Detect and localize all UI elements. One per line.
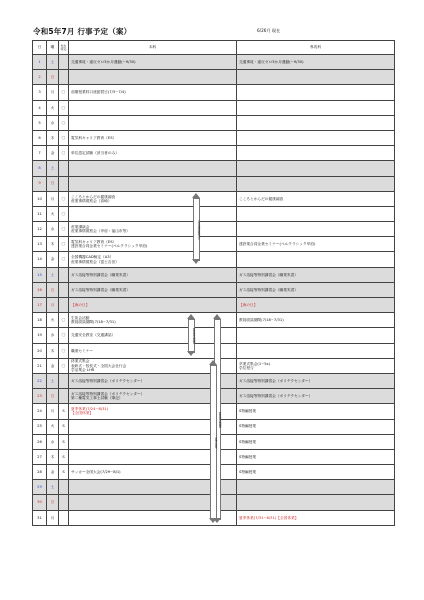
schedule-row	[33, 55, 395, 70]
event-text: 夏季休業(7/31~8/31)【全国休業】	[239, 515, 299, 520]
event-text: 電気科キャリア教育（ES）	[71, 135, 117, 140]
event-text: 建設業合同企業セミナー(ベルクラシック甲府)	[71, 244, 148, 249]
day-cell: 12	[33, 222, 47, 237]
marker-cell	[59, 510, 69, 525]
marker-cell: 〇	[59, 146, 69, 161]
event-text: ガス溶接等特別講習会（ポリテクセンター）	[239, 394, 313, 399]
range-bar	[193, 198, 200, 261]
senko-cell	[237, 495, 395, 510]
marker-cell	[59, 161, 69, 176]
honka-cell	[69, 70, 237, 85]
marker-cell: 〇	[59, 85, 69, 100]
day-cell: 27	[33, 449, 47, 464]
range-bar-label: 教員面談期間	[192, 328, 195, 344]
senko-cell	[237, 191, 395, 206]
range-bar	[210, 365, 217, 520]
senko-cell	[237, 449, 395, 464]
honka-cell	[69, 176, 237, 191]
marker-cell: 〇	[59, 313, 69, 328]
event-text: 終業式集会	[71, 359, 90, 364]
day-cell: 8	[33, 161, 47, 176]
header-k: 先生 持込	[59, 41, 69, 55]
day-cell: 13	[33, 237, 47, 252]
day-cell: 30	[33, 495, 47, 510]
marker-cell: 〇	[59, 206, 69, 221]
schedule-row	[33, 161, 395, 176]
honka-cell	[69, 191, 237, 206]
weekday-cell: 木	[47, 130, 59, 145]
day-cell: 20	[33, 343, 47, 358]
event-text: 産業講演会	[71, 224, 90, 229]
event-text: S特編授業	[239, 454, 257, 459]
arrow-down-icon	[192, 259, 200, 264]
senko-cell	[237, 100, 395, 115]
range-bar-label: 夏季休業	[214, 437, 217, 448]
weekday-cell: 土	[47, 55, 59, 70]
schedule-row	[33, 176, 395, 191]
event-text: ガス溶接等特別講習会（ポリテクセンター）	[71, 391, 145, 396]
weekday-cell: 金	[47, 146, 59, 161]
event-text: 交通事故・違反ゼロ3か月運動(~9/30)	[71, 59, 136, 64]
marker-cell: 〇	[59, 343, 69, 358]
day-cell: 1	[33, 55, 47, 70]
marker-cell	[59, 267, 69, 282]
event-text: 産業事情視察会（高崎）	[71, 198, 112, 203]
event-text: 【海の日】	[239, 302, 258, 307]
honka-cell	[69, 146, 237, 161]
senko-cell	[237, 176, 395, 191]
day-cell: 28	[33, 465, 47, 480]
event-text: 学位授与	[239, 365, 254, 370]
event-text: ガス溶接等特別講習会（ポリテクセンター）	[239, 378, 313, 383]
marker-cell: S	[59, 465, 69, 480]
honka-cell	[69, 85, 237, 100]
schedule-row	[33, 237, 395, 252]
senko-cell	[237, 70, 395, 85]
marker-cell: S	[59, 449, 69, 464]
day-cell: 29	[33, 480, 47, 495]
day-cell: 19	[33, 328, 47, 343]
arrow-up-icon	[213, 314, 221, 319]
day-cell: 23	[33, 389, 47, 404]
event-text: ガス溶接等特別講習会（職業実習）	[71, 272, 130, 277]
weekday-cell: 月	[47, 191, 59, 206]
weekday-cell: 木	[47, 237, 59, 252]
day-cell: 11	[33, 206, 47, 221]
event-text: 産業事情視察会（甲府・福山市等）	[71, 229, 130, 234]
weekday-cell: 金	[47, 252, 59, 267]
honka-cell	[69, 55, 237, 70]
event-text: 交通事故・違反ゼロ3か月運動(~9/30)	[239, 59, 304, 64]
senko-cell	[237, 510, 395, 525]
day-cell: 26	[33, 434, 47, 449]
event-text: S特編授業	[239, 439, 257, 444]
day-cell: 16	[33, 282, 47, 297]
honka-cell	[69, 328, 237, 343]
weekday-cell: 火	[47, 313, 59, 328]
header-senko: 専攻科	[237, 41, 395, 55]
schedule-row	[33, 130, 395, 145]
marker-cell: S	[59, 404, 69, 419]
day-cell: 15	[33, 267, 47, 282]
weekday-cell: 水	[47, 328, 59, 343]
marker-cell: 〇	[59, 130, 69, 145]
weekday-cell: 土	[47, 373, 59, 388]
event-text: ガス溶接等特別講習会（職業実習）	[239, 287, 298, 292]
marker-cell	[59, 495, 69, 510]
senko-cell	[237, 328, 395, 343]
weekday-cell: 月	[47, 404, 59, 419]
honka-cell	[69, 130, 237, 145]
senko-cell	[237, 480, 395, 495]
arrow-down-icon	[209, 518, 217, 523]
event-text: 卒業式集会(1~5s)	[239, 361, 271, 366]
marker-cell: 〇	[59, 100, 69, 115]
event-text: 学活集会 LHR	[71, 367, 95, 372]
event-text: 生徒会活動	[71, 316, 90, 321]
header-weekday: 曜	[47, 41, 59, 55]
schedule-row	[33, 70, 395, 85]
schedule-row	[33, 85, 395, 100]
event-text: 教員面談期間(7/18~7/31)	[239, 318, 284, 323]
honka-cell	[69, 343, 237, 358]
marker-cell	[59, 70, 69, 85]
day-cell: 18	[33, 313, 47, 328]
weekday-cell: 月	[47, 85, 59, 100]
day-cell: 21	[33, 358, 47, 373]
schedule-row	[33, 206, 395, 221]
schedule-row	[33, 298, 395, 313]
event-text: 職業セミナー	[71, 348, 94, 353]
event-text: ガス溶接等特別講習会（職業実習）	[239, 272, 298, 277]
event-text: 単位認定試験（該当者のみ）	[71, 151, 119, 156]
schedule-row	[33, 115, 395, 130]
arrow-up-icon	[192, 193, 200, 198]
weekday-cell: 土	[47, 161, 59, 176]
day-cell: 24	[33, 404, 47, 419]
event-text: 交通安全教室（交通講話）	[71, 333, 116, 338]
range-bar-label: 産業事情視察会	[197, 220, 200, 239]
schedule-row	[33, 252, 395, 267]
honka-cell	[69, 267, 237, 282]
marker-cell: 〇	[59, 328, 69, 343]
weekday-cell: 月	[47, 510, 59, 525]
honka-cell	[69, 298, 237, 313]
honka-cell	[69, 313, 237, 328]
day-cell: 2	[33, 70, 47, 85]
marker-cell: 〇	[59, 252, 69, 267]
honka-cell	[69, 222, 237, 237]
senko-cell	[237, 282, 395, 297]
weekday-cell: 水	[47, 222, 59, 237]
arrow-up-icon	[187, 314, 195, 319]
day-cell: 7	[33, 146, 47, 161]
weekday-cell: 金	[47, 465, 59, 480]
senko-cell	[237, 161, 395, 176]
weekday-cell: 火	[47, 206, 59, 221]
marker-cell	[59, 373, 69, 388]
weekday-cell: 日	[47, 282, 59, 297]
arrow-up-icon	[209, 360, 217, 365]
marker-cell	[59, 176, 69, 191]
day-cell: 6	[33, 130, 47, 145]
day-cell: 22	[33, 373, 47, 388]
weekday-cell: 水	[47, 115, 59, 130]
event-text: S特編授業	[239, 470, 257, 475]
weekday-cell: 火	[47, 100, 59, 115]
weekday-cell: 日	[47, 176, 59, 191]
day-cell: 31	[33, 510, 47, 525]
honka-cell	[69, 206, 237, 221]
marker-cell: S	[59, 419, 69, 434]
honka-cell	[69, 237, 237, 252]
marker-cell: 〇	[59, 222, 69, 237]
marker-cell	[59, 55, 69, 70]
senko-cell	[237, 222, 395, 237]
header-row	[33, 41, 395, 55]
marker-cell	[59, 480, 69, 495]
marker-cell: 〇	[59, 358, 69, 373]
weekday-cell: 水	[47, 434, 59, 449]
day-cell: 9	[33, 176, 47, 191]
senko-cell	[237, 130, 395, 145]
event-text: ガス溶接等特別講習会（職業実習）	[71, 287, 130, 292]
senko-cell	[237, 343, 395, 358]
event-text: 教員面談期間(7/18~7/31)	[71, 320, 116, 325]
event-text: こころとからだの健康調査	[239, 196, 284, 201]
arrow-down-icon	[187, 351, 195, 356]
weekday-cell: 金	[47, 358, 59, 373]
event-text: 産業事情視察会（富士吉田）	[71, 259, 119, 264]
senko-cell	[237, 146, 395, 161]
schedule-row	[33, 191, 395, 206]
header-honka: 本科	[69, 41, 237, 55]
marker-cell	[59, 282, 69, 297]
senko-cell	[237, 373, 395, 388]
weekday-cell: 土	[47, 480, 59, 495]
event-text: 全国機器CAD検定（A3）	[71, 255, 114, 260]
honka-cell	[69, 161, 237, 176]
marker-cell	[59, 298, 69, 313]
range-bar	[188, 319, 195, 353]
schedule-row	[33, 100, 395, 115]
schedule-row	[33, 222, 395, 237]
senko-cell	[237, 85, 395, 100]
schedule-row	[33, 267, 395, 282]
senko-cell	[237, 115, 395, 130]
senko-cell	[237, 55, 395, 70]
marker-cell: 〇	[59, 237, 69, 252]
day-cell: 5	[33, 115, 47, 130]
senko-cell	[237, 465, 395, 480]
weekday-cell: 月	[47, 298, 59, 313]
event-text: 前期授業料口座振替日(7/3~7/4)	[71, 90, 126, 95]
marker-cell: 〇	[59, 115, 69, 130]
honka-cell	[69, 115, 237, 130]
weekday-cell: 木	[47, 449, 59, 464]
event-text: こころとからだの健康調査	[71, 194, 116, 199]
honka-cell	[69, 282, 237, 297]
event-text: 【全国休業】	[71, 411, 94, 416]
senko-cell	[237, 389, 395, 404]
range-bar-label: 教員面談期間	[218, 411, 221, 428]
senko-cell	[237, 419, 395, 434]
event-text: サッカー全国大会(7/29~8/1)	[71, 470, 121, 475]
weekday-cell: 火	[47, 419, 59, 434]
marker-cell	[59, 389, 69, 404]
as-of-date: 6/26月 現在	[257, 28, 281, 33]
day-cell: 4	[33, 100, 47, 115]
day-cell: 10	[33, 191, 47, 206]
weekday-cell: 木	[47, 343, 59, 358]
senko-cell	[237, 358, 395, 373]
header-day: 日	[33, 41, 47, 55]
event-text: S特編授業	[239, 409, 257, 414]
senko-cell	[237, 313, 395, 328]
marker-cell: 〇	[59, 191, 69, 206]
page-title: 令和5年7月 行事予定（案）	[33, 27, 132, 36]
day-cell: 25	[33, 419, 47, 434]
schedule-row	[33, 282, 395, 297]
senko-cell	[237, 237, 395, 252]
event-text: ガス溶接等特別講習会（ポリテクセンター）	[71, 378, 145, 383]
event-text: 電気科キャリア教育（ES）	[71, 240, 117, 245]
weekday-cell: 日	[47, 70, 59, 85]
day-cell: 3	[33, 85, 47, 100]
marker-cell: S	[59, 434, 69, 449]
event-text: 建設業合同企業セミナー(ベルクラシック甲府)	[239, 242, 316, 247]
honka-cell	[69, 252, 237, 267]
senko-cell	[237, 434, 395, 449]
senko-cell	[237, 404, 395, 419]
senko-cell	[237, 267, 395, 282]
weekday-cell: 日	[47, 389, 59, 404]
event-text: 表彰式・校長式・全国大会壮行会	[71, 363, 127, 368]
event-text: 夏季休業(7/24~8/31)	[71, 407, 109, 412]
event-text: S特編授業	[239, 424, 257, 429]
event-text: 第二種電気工事士試験（筆記）	[71, 396, 123, 401]
event-text: 【海の日】	[71, 302, 90, 307]
weekday-cell: 土	[47, 267, 59, 282]
day-cell: 17	[33, 298, 47, 313]
senko-cell	[237, 206, 395, 221]
senko-cell	[237, 298, 395, 313]
day-cell: 14	[33, 252, 47, 267]
honka-cell	[69, 100, 237, 115]
schedule-row	[33, 146, 395, 161]
weekday-cell: 日	[47, 495, 59, 510]
senko-cell	[237, 252, 395, 267]
